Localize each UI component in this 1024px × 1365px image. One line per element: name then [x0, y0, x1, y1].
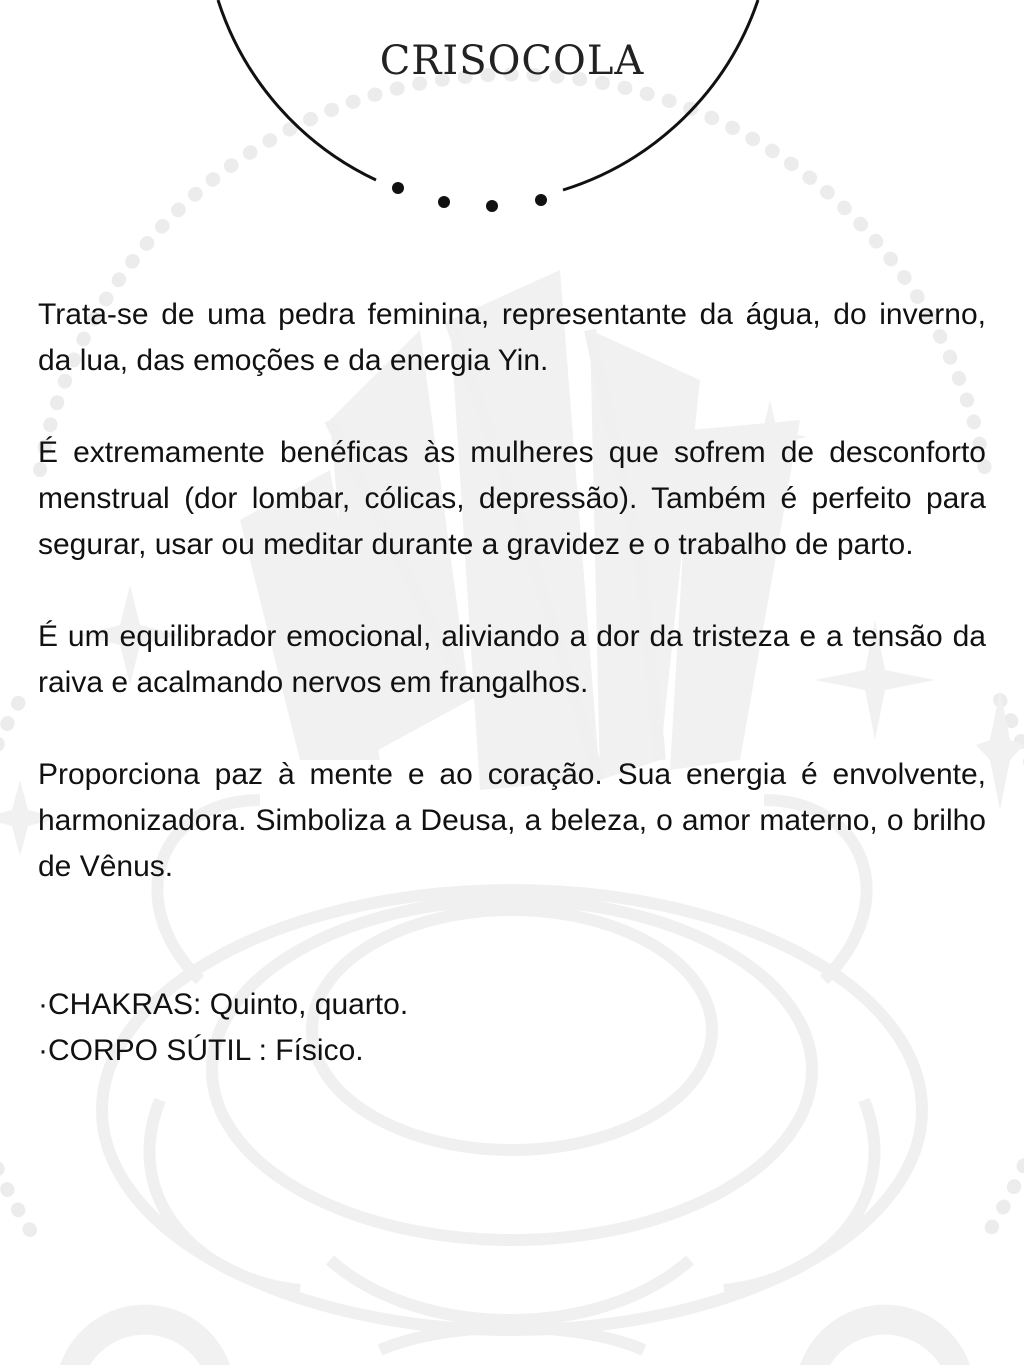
dot-4-icon	[535, 194, 547, 206]
paragraph-1: Trata-se de uma pedra feminina, representante da água, do inverno, da lua, das emoções e da energia Yin.	[38, 298, 986, 377]
paragraph-3: É um equilibrador emocional, aliviando a dor da tristeza e a tensão da raiva e acalmando nervos em frangalhos.	[38, 620, 986, 699]
paragraph-2: É extremamente benéficas às mulheres que sofrem de desconforto menstrual (dor lombar, cólicas, depressão). Também é perfeito para segurar, usar ou meditar durante a gravidez e o trabalho de parto.	[38, 436, 986, 561]
corpo-sutil-line: ·CORPO SÚTIL : Físico.	[38, 1034, 364, 1067]
paragraph-4: Proporciona paz à mente e ao coração. Sua energia é envolvente, harmonizadora. Simboliza a Deusa, a beleza, o amor materno, o brilho de Vênus.	[38, 758, 986, 883]
half-circle-arc-icon	[0, 0, 1024, 240]
page-title: CRISOCOLA	[379, 38, 645, 84]
dot-3-icon	[486, 200, 498, 212]
chakras-line: ·CHAKRAS: Quinto, quarto.	[38, 988, 409, 1021]
spacer	[38, 936, 986, 982]
body-text	[38, 292, 986, 1074]
dot-1-icon	[392, 182, 404, 194]
dot-2-icon	[438, 196, 450, 208]
